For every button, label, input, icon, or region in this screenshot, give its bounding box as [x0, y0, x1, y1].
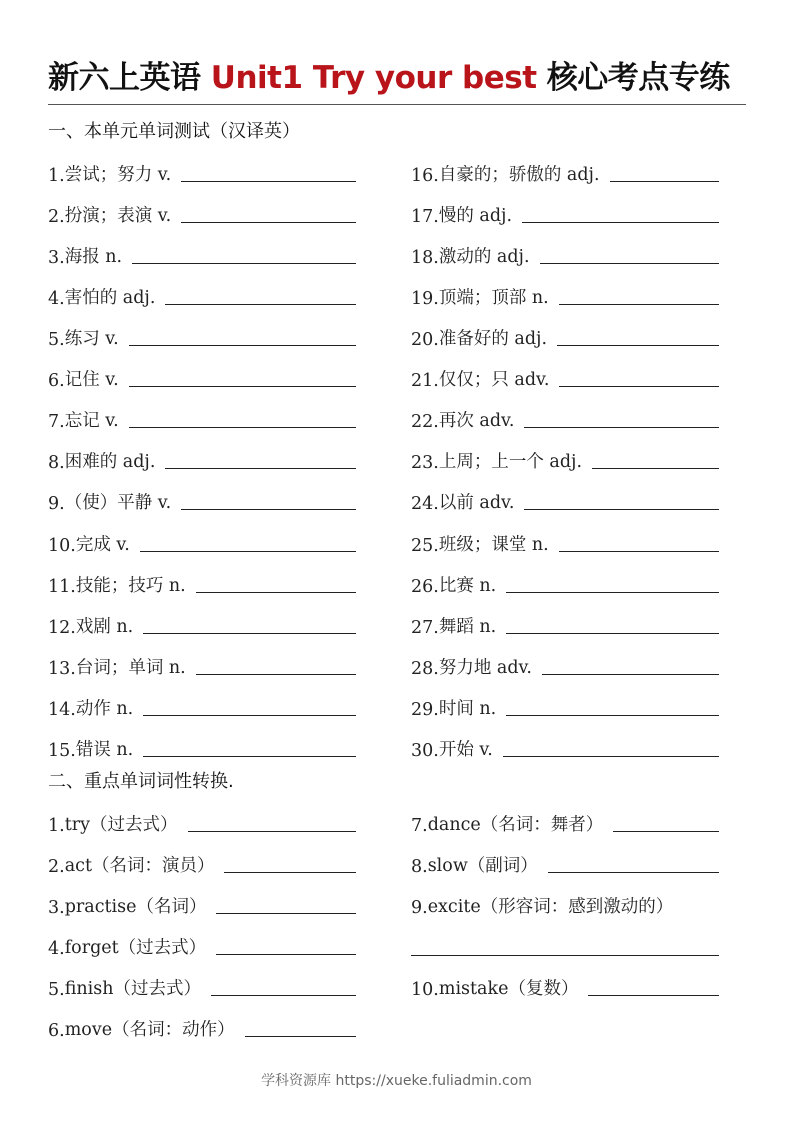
- title-unit: Unit1 Try your best: [210, 60, 537, 96]
- item-number: 3.: [48, 898, 65, 918]
- answer-blank[interactable]: [216, 954, 356, 955]
- item-prompt: mistake（复数）: [438, 979, 579, 999]
- page-title: [48, 56, 748, 100]
- item-prompt: 时间 n.: [438, 699, 497, 719]
- item-prompt: act（名词：演员）: [64, 856, 215, 876]
- item-prompt: 激动的 adj.: [438, 247, 530, 267]
- answer-blank[interactable]: [506, 592, 719, 593]
- item-number: 9.: [48, 494, 65, 514]
- answer-blank[interactable]: [588, 995, 719, 996]
- item-prompt: 技能；技巧 n.: [75, 576, 186, 596]
- answer-blank[interactable]: [143, 756, 356, 757]
- item-prompt: move（名词：动作）: [64, 1020, 235, 1040]
- item-prompt: 再次 adv.: [438, 411, 515, 431]
- section-2-heading: 二、重点单词词性转换.: [48, 771, 234, 792]
- answer-blank-item-9[interactable]: [411, 955, 719, 956]
- word-item-5: [48, 324, 356, 350]
- answer-blank[interactable]: [181, 509, 356, 510]
- item-number: 30.: [411, 741, 439, 761]
- answer-blank[interactable]: [542, 674, 719, 675]
- answer-blank[interactable]: [143, 715, 356, 716]
- item-number: 12.: [48, 618, 76, 638]
- title-part-3: 核心考点专练: [536, 60, 730, 96]
- word-item-14: [48, 694, 356, 720]
- item-prompt: 自豪的；骄傲的 adj.: [438, 165, 600, 185]
- item-number: 23.: [411, 453, 439, 473]
- answer-blank[interactable]: [524, 427, 719, 428]
- item-prompt: 忘记 v.: [64, 411, 119, 431]
- answer-blank[interactable]: [196, 674, 356, 675]
- item-number: 8.: [48, 453, 65, 473]
- word-item-19: [411, 283, 719, 309]
- item-prompt: 比赛 n.: [438, 576, 497, 596]
- item-number: 1.: [48, 816, 65, 836]
- item-number: 18.: [411, 248, 439, 268]
- item-prompt: 努力地 adv.: [438, 658, 532, 678]
- word-item-23: [411, 447, 719, 473]
- item-number: 25.: [411, 536, 439, 556]
- item-number: 7.: [48, 412, 65, 432]
- item-prompt: 开始 v.: [438, 740, 493, 760]
- item-prompt: excite（形容词：感到激动的）: [427, 897, 674, 917]
- item-prompt: 完成 v.: [75, 535, 130, 555]
- conversion-item-5: [48, 974, 356, 1000]
- word-item-27: [411, 612, 719, 638]
- answer-blank[interactable]: [224, 872, 356, 873]
- item-number: 24.: [411, 494, 439, 514]
- word-item-21: [411, 365, 719, 391]
- item-number: 29.: [411, 700, 439, 720]
- answer-blank[interactable]: [129, 345, 356, 346]
- item-prompt: 错误 n.: [75, 740, 134, 760]
- item-number: 8.: [411, 857, 428, 877]
- item-prompt: 动作 n.: [75, 699, 134, 719]
- answer-blank[interactable]: [559, 304, 719, 305]
- answer-blank[interactable]: [181, 222, 356, 223]
- item-number: 10.: [48, 536, 76, 556]
- answer-blank[interactable]: [165, 304, 356, 305]
- item-number: 15.: [48, 741, 76, 761]
- answer-blank[interactable]: [522, 222, 719, 223]
- conversion-item-2: [48, 851, 356, 877]
- item-prompt: 戏剧 n.: [75, 617, 134, 637]
- item-number: 5.: [48, 980, 65, 1000]
- item-prompt: 扮演；表演 v.: [64, 206, 172, 226]
- item-prompt: 班级；课堂 n.: [438, 535, 549, 555]
- conversion-item-1: [48, 810, 356, 836]
- word-item-12: [48, 612, 356, 638]
- word-item-1: [48, 160, 356, 186]
- item-number: 9.: [411, 898, 428, 918]
- word-item-3: [48, 242, 356, 268]
- answer-blank[interactable]: [216, 913, 356, 914]
- answer-blank[interactable]: [245, 1036, 356, 1037]
- item-number: 10.: [411, 980, 439, 1000]
- item-prompt: try（过去式）: [64, 815, 178, 835]
- item-prompt: 尝试；努力 v.: [64, 165, 172, 185]
- word-item-15: [48, 735, 356, 761]
- item-number: 5.: [48, 330, 65, 350]
- answer-blank[interactable]: [196, 592, 356, 593]
- item-number: 6.: [48, 371, 65, 391]
- word-item-9: [48, 488, 356, 514]
- conversion-item-9: [411, 892, 719, 918]
- item-number: 3.: [48, 248, 65, 268]
- answer-blank[interactable]: [188, 831, 357, 832]
- answer-blank[interactable]: [211, 995, 356, 996]
- conversion-item-7: [411, 810, 719, 836]
- item-prompt: 海报 n.: [64, 247, 123, 267]
- item-prompt: forget（过去式）: [64, 938, 207, 958]
- answer-blank[interactable]: [506, 633, 719, 634]
- answer-blank[interactable]: [165, 468, 356, 469]
- answer-blank[interactable]: [559, 386, 719, 387]
- word-item-17: [411, 201, 719, 227]
- item-number: 22.: [411, 412, 439, 432]
- item-number: 20.: [411, 330, 439, 350]
- item-prompt: 台词；单词 n.: [75, 658, 186, 678]
- answer-blank[interactable]: [132, 263, 356, 264]
- item-number: 26.: [411, 577, 439, 597]
- word-item-11: [48, 571, 356, 597]
- word-item-22: [411, 406, 719, 432]
- word-item-6: [48, 365, 356, 391]
- item-number: 7.: [411, 816, 428, 836]
- answer-blank[interactable]: [181, 181, 356, 182]
- item-number: 2.: [48, 207, 65, 227]
- item-prompt: 上周；上一个 adj.: [438, 452, 583, 472]
- word-item-16: [411, 160, 719, 186]
- item-prompt: 准备好的 adj.: [438, 329, 548, 349]
- title-part-1: 新六上英语: [48, 60, 211, 96]
- word-item-7: [48, 406, 356, 432]
- word-item-10: [48, 530, 356, 556]
- item-number: 11.: [48, 577, 76, 597]
- conversion-item-4: [48, 933, 356, 959]
- footer-source: 学科资源库 https://xueke.fuliadmin.com: [261, 1073, 532, 1089]
- item-prompt: 舞蹈 n.: [438, 617, 497, 637]
- item-number: 14.: [48, 700, 76, 720]
- conversion-item-6: [48, 1015, 356, 1041]
- item-prompt: 仅仅；只 adv.: [438, 370, 550, 390]
- title-divider: [48, 104, 746, 105]
- item-number: 17.: [411, 207, 439, 227]
- word-item-29: [411, 694, 719, 720]
- answer-blank[interactable]: [540, 263, 719, 264]
- item-prompt: practise（名词）: [64, 897, 207, 917]
- item-prompt: 害怕的 adj.: [64, 288, 156, 308]
- item-number: 19.: [411, 289, 439, 309]
- answer-blank[interactable]: [129, 386, 356, 387]
- item-number: 21.: [411, 371, 439, 391]
- answer-blank[interactable]: [610, 181, 719, 182]
- item-number: 28.: [411, 659, 439, 679]
- item-prompt: dance（名词：舞者）: [427, 815, 604, 835]
- answer-blank[interactable]: [557, 345, 719, 346]
- word-item-13: [48, 653, 356, 679]
- item-number: 2.: [48, 857, 65, 877]
- word-item-2: [48, 201, 356, 227]
- section-1-heading: 一、本单元单词测试（汉译英）: [48, 121, 300, 142]
- word-item-30: [411, 735, 719, 761]
- answer-blank[interactable]: [559, 551, 719, 552]
- answer-blank[interactable]: [592, 468, 719, 469]
- answer-blank[interactable]: [503, 756, 719, 757]
- conversion-item-10: [411, 974, 719, 1000]
- answer-blank[interactable]: [140, 551, 356, 552]
- answer-blank[interactable]: [143, 633, 356, 634]
- item-prompt: 练习 v.: [64, 329, 119, 349]
- item-number: 4.: [48, 939, 65, 959]
- word-item-26: [411, 571, 719, 597]
- word-item-8: [48, 447, 356, 473]
- item-number: 16.: [411, 166, 439, 186]
- item-number: 27.: [411, 618, 439, 638]
- conversion-item-8: [411, 851, 719, 877]
- answer-blank[interactable]: [129, 427, 356, 428]
- item-prompt: 困难的 adj.: [64, 452, 156, 472]
- item-prompt: 记住 v.: [64, 370, 119, 390]
- item-prompt: （使）平静 v.: [64, 493, 172, 513]
- word-item-18: [411, 242, 719, 268]
- answer-blank[interactable]: [506, 715, 719, 716]
- item-prompt: 慢的 adj.: [438, 206, 513, 226]
- item-number: 1.: [48, 166, 65, 186]
- conversion-item-3: [48, 892, 356, 918]
- word-item-4: [48, 283, 356, 309]
- word-item-25: [411, 530, 719, 556]
- item-number: 6.: [48, 1021, 65, 1041]
- word-item-20: [411, 324, 719, 350]
- item-prompt: 顶端；顶部 n.: [438, 288, 549, 308]
- item-prompt: 以前 adv.: [438, 493, 515, 513]
- word-item-24: [411, 488, 719, 514]
- word-item-28: [411, 653, 719, 679]
- answer-blank[interactable]: [613, 831, 719, 832]
- item-prompt: slow（副词）: [427, 856, 538, 876]
- answer-blank[interactable]: [524, 509, 719, 510]
- item-prompt: finish（过去式）: [64, 979, 201, 999]
- item-number: 13.: [48, 659, 76, 679]
- answer-blank[interactable]: [548, 872, 719, 873]
- item-number: 4.: [48, 289, 65, 309]
